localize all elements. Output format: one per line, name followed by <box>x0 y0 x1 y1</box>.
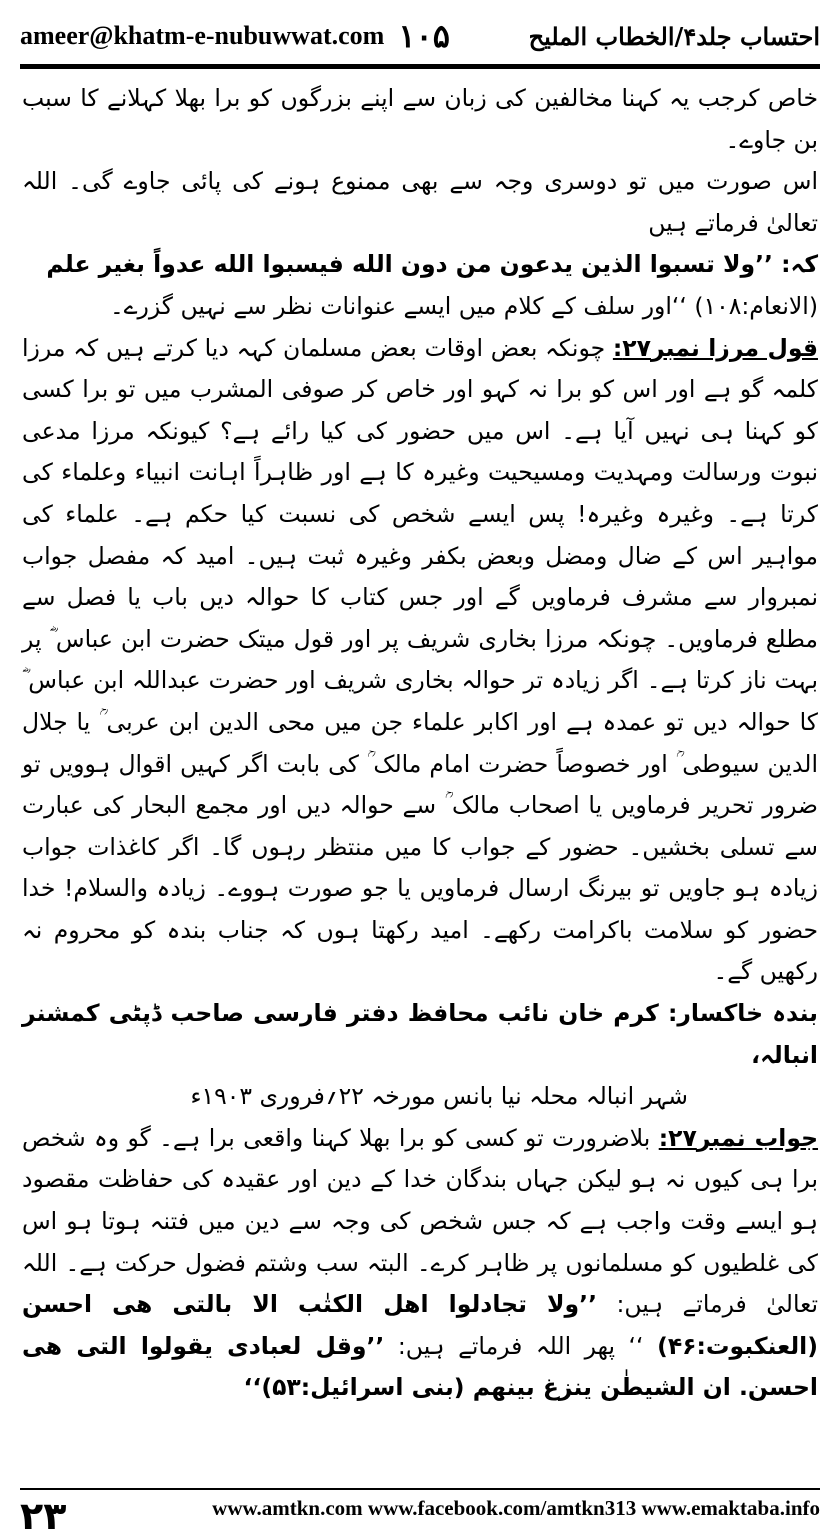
header-page-number: ۱۰۵ <box>398 17 450 55</box>
header-left <box>20 17 450 55</box>
answer-mid-text: ‘‘ پھر اللہ فرماتے ہیں: <box>397 1331 644 1360</box>
answer-block <box>22 1118 818 1409</box>
page-body <box>22 78 818 1409</box>
question-label: قول مرزا نمبر۲۷: <box>612 333 818 362</box>
page-footer <box>20 1482 820 1538</box>
header-email[interactable]: ameer@khatm-e-nubuwwat.com <box>20 21 385 50</box>
question-text: چونکہ بعض اوقات بعض مسلمان کہہ دیا کرتے ہیں کہ مرزا کلمہ گو ہے اور اس کو برا نہ کہو اور خاص کر صوفی المشرب میں تو برا کسی کو کہنا ہی نہیں آیا ہے۔ اس میں حضور کی کیا رائے ہے؟ کیونکہ مرزا مدعی نبوت ورسالت ومہدیت ومسیحیت وغیرہ کا ہے اور ظاہراً اہانت انبیاء وعلماء کی کرتا ہے۔ وغیرہ وغیرہ! پس ایسے شخص کی نسبت کیا حکم ہے۔ علماء کی مواہیر اس کے ضال ومضل وبعض بکفر وغیرہ ثبت ہیں۔ امید کہ مفصل جواب نمبروار سے مشرف فرماویں گے اور جس کتاب کا حوالہ دیں باب یا فصل سے مطلع فرماویں۔ چونکہ مرزا بخاری شریف پر اور قول میتک حضرت ابن عباس ؓ پر بہت ناز کرتا ہے۔ اگر زیادہ تر حوالہ بخاری شریف اور حضرت عبداللہ ابن عباس ؓ کا حوالہ دیں تو عمدہ ہے اور اکابر علماء جن میں محی الدین ابن عربی ؒ یا جلال الدین سیوطی ؒ اور خصوصاً حضرت امام مالک ؒ کی بابت اگر کہیں اقوال ہوویں تو ضرور تحریر فرماویں یا اصحاب مالک ؒ سے حوالہ دیں اور مجمع البحار کی عبارت سے تسلی بخشیں۔ حضور کے جواب کا میں منتظر رہوں گا۔ اگر کاغذات جواب زیادہ ہو جاویں تو بیرنگ ارسال فرماویں یا جو صورت ہووے۔ زیادہ والسلام! خدا حضور کو سلامت باکرامت رکھے۔ امید رکھتا ہوں کہ جناب بندہ کو محروم نہ رکھیں گے۔ <box>22 333 818 986</box>
question-block <box>22 328 818 994</box>
header-divider <box>20 64 820 69</box>
signature-line-2: شہر انبالہ محلہ نیا بانس مورخہ ۲۲؍فروری ۱۹۰۳ء <box>190 1082 688 1111</box>
header-book-title: احتساب جلد۴/الخطاب الملیح <box>528 21 820 51</box>
footer-page-number: ۲۳ <box>20 1494 67 1538</box>
paragraph-line-2: اس صورت میں تو دوسری وجہ سے بھی ممنوع ہونے کی پائی جاوے گی۔ اللہ تعالیٰ فرماتے ہیں <box>22 167 818 237</box>
footer-links[interactable]: www.amtkn.com www.facebook.com/amtkn313 www.emaktaba.info <box>212 1496 820 1520</box>
quran-quote-line: کہ: ’’ولا تسبوا الذین یدعون من دون الله فیسبوا الله عدواً بغیر علم <box>46 250 818 279</box>
page-header <box>20 12 820 60</box>
footer-divider <box>20 1488 820 1490</box>
answer-text: بلاضرورت تو کسی کو برا بھلا کہنا واقعی برا ہے۔ گو وہ شخص برا ہی کیوں نہ ہو لیکن جہاں بندگان خدا کے دین اور عقیدہ کی حفاظت مقصود ہو ایسے وقت واجب ہے کہ جس شخص کی وجہ سے دین میں فتنہ ہوتا ہو اس کی غلطیوں کو مسلمانوں پر ظاہر کرے۔ البتہ سب وشتم فضول حرکت ہے۔ اللہ تعالیٰ فرماتے ہیں: <box>22 1123 818 1319</box>
answer-quote-1: ’’ولا تجادلوا اهل الکتٰب الا بالتی هی احسن (العنکبوت:۴۶) <box>22 1290 818 1360</box>
signature-line-1: بندہ خاکسار: کرم خان نائب محافظ دفتر فارسی صاحب ڈپٹی کمشنر انبالہ، <box>22 999 818 1069</box>
paragraph-line-4: (الانعام:۱۰۸) ‘‘اور سلف کے کلام میں ایسے عنوانات نظر سے نہیں گزرے۔ <box>109 291 818 320</box>
paragraph-line-1: خاص کرجب یہ کہنا مخالفین کی زبان سے اپنے بزرگوں کو برا بھلا کہلانے کا سبب بن جاوے۔ <box>22 84 818 154</box>
answer-quote-2: ’’وقل لعبادی یقولوا التی هی احسن. ان الشیطٰن ینزغ بینهم (بنی اسرائیل:۵۳)‘‘ <box>22 1331 818 1402</box>
answer-label: جواب نمبر۲۷: <box>658 1123 819 1152</box>
